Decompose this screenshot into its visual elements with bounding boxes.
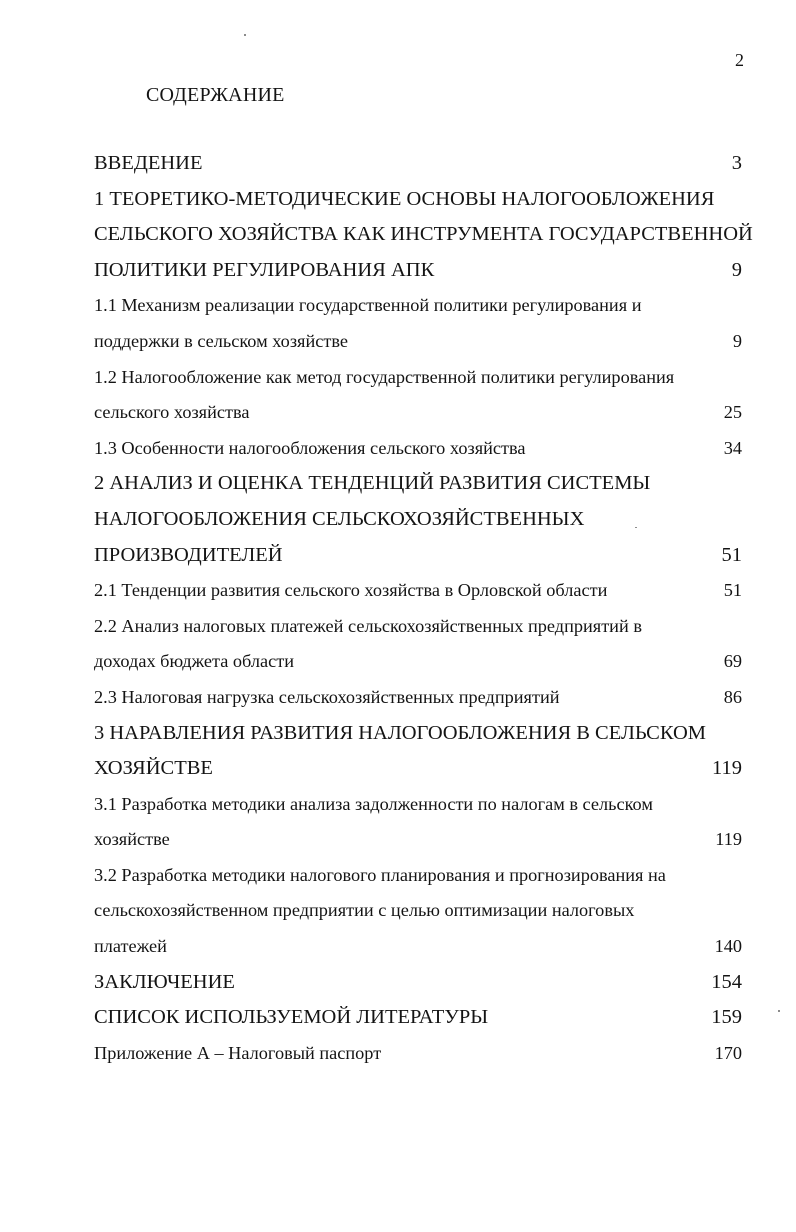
toc-entry-text: ХОЗЯЙСТВЕ (94, 757, 213, 780)
toc-entry (94, 431, 742, 467)
toc-entry-line (94, 253, 742, 289)
toc-entry-text: 1.2 Налогообложение как метод государственной политики регулирования (94, 366, 675, 387)
toc-entry-line (94, 822, 742, 858)
toc-entry-text: СЕЛЬСКОГО ХОЗЯЙСТВА КАК ИНСТРУМЕНТА ГОСУДАРСТВЕННОЙ (94, 223, 753, 246)
toc-entry-page: 140 (714, 936, 742, 957)
toc-entry-line (94, 538, 742, 574)
toc-entry-line (94, 965, 742, 1001)
toc-entry-page: 51 (721, 543, 742, 566)
toc-entry (94, 1036, 742, 1072)
toc-entry-text: хозяйстве (94, 829, 170, 850)
toc-entry (94, 680, 742, 716)
toc-entry (94, 466, 742, 573)
toc-entry-line (94, 609, 742, 645)
toc-entry-page: 86 (723, 686, 742, 707)
toc-entry-text: СПИСОК ИСПОЛЬЗУЕМОЙ ЛИТЕРАТУРЫ (94, 1006, 489, 1029)
toc-entry-text: Приложение А – Налоговый паспорт (94, 1042, 382, 1063)
scan-speck (244, 34, 246, 36)
scan-speck (635, 527, 637, 528)
toc-entry-text: доходах бюджета области (94, 651, 295, 672)
toc-entry-line (94, 360, 742, 396)
toc-entry-text: 1.1 Механизм реализации государственной политики регулирования и (94, 295, 642, 316)
toc-entry-line (94, 787, 742, 823)
toc-entry-page: 170 (714, 1042, 742, 1063)
toc-entry-text: 1.3 Особенности налогообложения сельского хозяйства (94, 437, 526, 458)
toc-entry-page: 159 (711, 1006, 742, 1029)
toc-entry-line (94, 858, 742, 894)
toc-entry-text: ПОЛИТИКИ РЕГУЛИРОВАНИЯ АПК (94, 258, 435, 281)
toc-entry-line (94, 146, 742, 182)
table-of-contents (94, 146, 753, 1071)
toc-entry-line (94, 716, 742, 752)
toc-entry-text: сельского хозяйства (94, 402, 250, 423)
toc-entry-text: поддержки в сельском хозяйстве (94, 330, 348, 351)
toc-entry-page: 51 (723, 580, 742, 601)
toc-entry-text: 2.1 Тенденции развития сельского хозяйства в Орловской области (94, 580, 608, 601)
toc-entry (94, 858, 742, 965)
toc-entry-text: 2.2 Анализ налоговых платежей сельскохозяйственных предприятий в (94, 615, 642, 636)
toc-entry-text: НАЛОГООБЛОЖЕНИЯ СЕЛЬСКОХОЗЯЙСТВЕННЫХ (94, 507, 585, 530)
toc-entry-line (94, 573, 742, 609)
toc-entry-page: 154 (711, 970, 742, 993)
toc-entry (94, 609, 742, 680)
toc-entry (94, 146, 742, 182)
toc-entry (94, 716, 742, 787)
toc-entry-text: 3.2 Разработка методики налогового планирования и прогнозирования на (94, 864, 666, 885)
toc-entry-line (94, 1036, 742, 1072)
toc-entry-page: 9 (732, 330, 742, 351)
toc-entry-line (94, 502, 742, 538)
toc-entry (94, 288, 742, 359)
toc-entry-line (94, 324, 742, 360)
toc-entry-text: ПРОИЗВОДИТЕЛЕЙ (94, 543, 283, 566)
toc-entry-line (94, 431, 742, 467)
toc-entry-line (94, 288, 742, 324)
toc-entry-line (94, 217, 753, 253)
toc-entry-page: 3 (731, 152, 742, 174)
toc-entry-page: 34 (723, 437, 742, 458)
toc-entry-line (94, 182, 742, 218)
toc-entry-text: 3 НАРАВЛЕНИЯ РАЗВИТИЯ НАЛОГООБЛОЖЕНИЯ В СЕЛЬСКОМ (94, 721, 707, 744)
toc-entry (94, 573, 742, 609)
toc-entry-text: 2.3 Налоговая нагрузка сельскохозяйственных предприятий (94, 686, 560, 707)
toc-entry-page: 69 (723, 651, 742, 672)
toc-entry (94, 787, 742, 858)
toc-entry-text: 1 ТЕОРЕТИКО-МЕТОДИЧЕСКИЕ ОСНОВЫ НАЛОГООБЛОЖЕНИЯ (94, 187, 715, 210)
toc-entry-line (94, 466, 742, 502)
toc-entry-line (94, 680, 742, 716)
toc-entry-text: сельскохозяйственном предприятии с целью оптимизации налоговых (94, 900, 635, 921)
toc-entry-line (94, 644, 742, 680)
toc-entry-line (94, 751, 742, 787)
toc-entry-text: ЗАКЛЮЧЕНИЕ (94, 970, 235, 993)
toc-entry-page: 119 (715, 829, 742, 850)
toc-entry-text: платежей (94, 936, 167, 957)
scan-speck (778, 1010, 780, 1012)
toc-entry-line (94, 1000, 742, 1036)
toc-entry-text: 2 АНАЛИЗ И ОЦЕНКА ТЕНДЕНЦИЙ РАЗВИТИЯ СИСТЕМЫ (94, 472, 651, 495)
toc-entry-page: 119 (712, 757, 742, 780)
toc-entry (94, 182, 753, 289)
toc-entry (94, 360, 742, 431)
toc-entry (94, 965, 742, 1001)
page-title: СОДЕРЖАНИЕ (146, 84, 285, 106)
toc-entry-line (94, 893, 742, 929)
page-number: 2 (735, 50, 744, 70)
toc-entry-text: ВВЕДЕНИЕ (94, 152, 203, 174)
toc-entry-line (94, 395, 742, 431)
toc-entry-line (94, 929, 742, 965)
toc-entry (94, 1000, 742, 1036)
toc-entry-page: 25 (723, 402, 742, 423)
toc-entry-page: 9 (731, 258, 742, 281)
toc-entry-text: 3.1 Разработка методики анализа задолженности по налогам в сельском (94, 793, 653, 814)
